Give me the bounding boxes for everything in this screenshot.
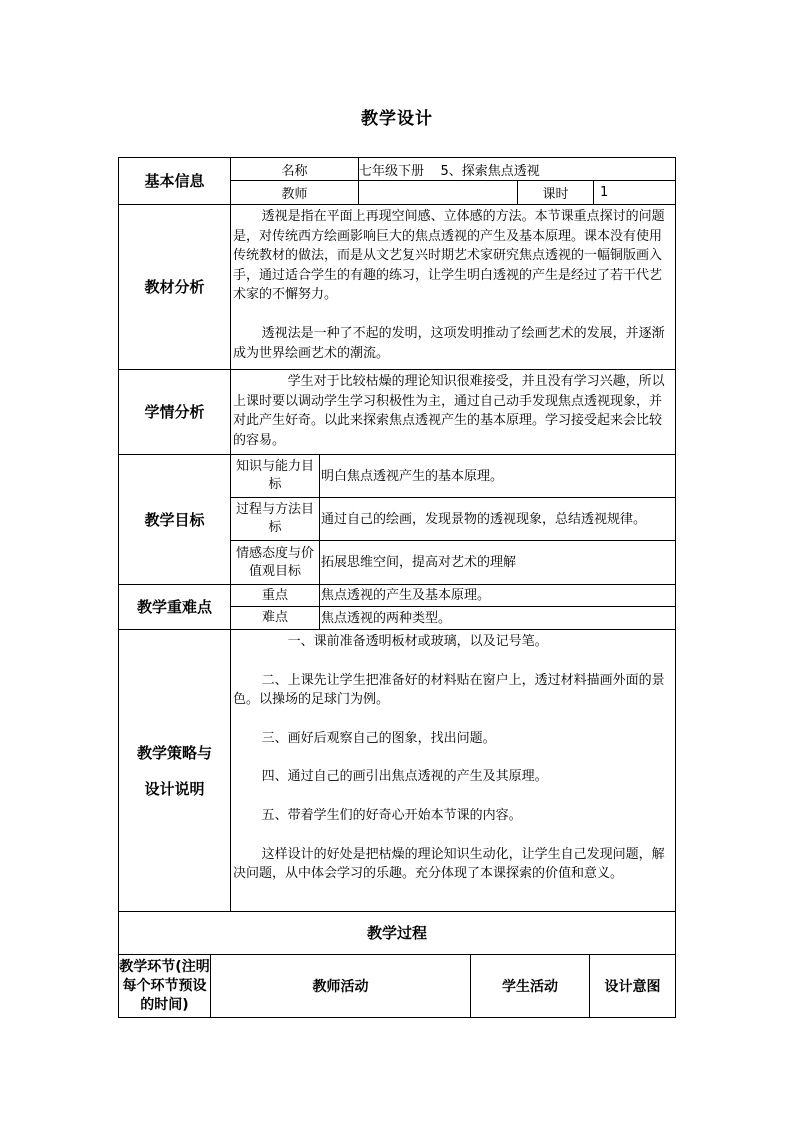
process-heading-row xyxy=(119,911,675,954)
basic-info-row xyxy=(119,158,675,204)
strategy-paragraph-1: 一、课前准备透明板材或玻璃，以及记号笔。 xyxy=(287,634,548,649)
teacher-value xyxy=(359,181,518,204)
process-col-intent: 设计意图 xyxy=(604,979,661,995)
process-col-teacher: 教师活动 xyxy=(211,955,471,1017)
process-col-student: 学生活动 xyxy=(471,955,590,1017)
teaching-goals-heading: 教学目标 xyxy=(119,455,231,584)
strategy-row xyxy=(119,629,675,911)
strategy-heading xyxy=(119,630,231,911)
name-value: 七年级下册 5、探索焦点透视 xyxy=(359,163,540,179)
key-points-heading: 教学重难点 xyxy=(119,585,231,629)
material-paragraph-1: 透视是指在平面上再现空间感、立体感的方法。本节课重点探讨的问题是，对传统西方绘画影响巨大的焦点透视的产生及基本原理。课本没有使用传统教材的做法，而是从文艺复兴时期艺术家研究焦点透视的一幅铜版画入手，通过适合学生的有趣的练习，让学生明白透视的产生是经过了若干代艺术家的不懈努力。 xyxy=(233,209,665,303)
hours-value: 1 xyxy=(600,185,609,200)
goal-label: 知识与能力目标 xyxy=(231,455,320,497)
strategy-paragraph-4: 四、通过自己的画引出焦点透视的产生及其原理。 xyxy=(261,769,548,785)
goal-row-process xyxy=(231,497,675,540)
learner-paragraph: 学生对于比较枯燥的理论知识很难接受，并且没有学习兴趣，所以上课时要以调动学生学习积极性为主，通过自己动手发现焦点透视现象，并对此产生好奇。以此来探索焦点透视产生的基本原理。学习接受起来会比较的容易。 xyxy=(233,374,665,448)
strategy-paragraph-3: 三、画好后观察自己的图象，找出问题。 xyxy=(261,730,496,746)
material-analysis-row xyxy=(119,204,675,369)
strategy-heading-line-2: 设计说明 xyxy=(144,779,205,798)
goal-label: 情感态度与价值观目标 xyxy=(231,541,320,584)
page-title: 教学设计 xyxy=(361,109,433,129)
process-col-stage: 教学环节(注明每个环节预设的时间) xyxy=(119,955,211,1017)
process-columns-row xyxy=(119,954,675,1017)
goal-value: 明白焦点透视产生的基本原理。 xyxy=(321,468,504,484)
strategy-paragraph-2: 二、上课先让学生把准备好的材料贴在窗户上，透过材料描画外面的景色。以操场的足球门为例。 xyxy=(233,672,665,708)
goal-row-knowledge xyxy=(231,455,675,497)
focus-value: 焦点透视的产生及基本原理。 xyxy=(321,588,491,603)
goal-value: 通过自己的绘画，发现景物的透视现象，总结透视规律。 xyxy=(321,511,647,527)
teacher-label: 教师 xyxy=(231,181,359,204)
goal-label: 过程与方法目标 xyxy=(231,498,320,540)
focus-label: 重点 xyxy=(231,585,320,606)
goal-row-attitude xyxy=(231,540,675,584)
learner-analysis-heading: 学情分析 xyxy=(119,370,231,454)
hours-label: 课时 xyxy=(518,181,594,204)
goal-value: 拓展思维空间，提高对艺术的理解 xyxy=(321,555,517,570)
difficulty-label: 难点 xyxy=(231,607,320,629)
basic-info-heading: 基本信息 xyxy=(119,158,231,204)
process-heading: 教学过程 xyxy=(366,924,427,942)
key-points-row xyxy=(119,584,675,629)
material-paragraph-2: 透视法是一种了不起的发明，这项发明推动了绘画艺术的发展，并逐渐成为世界绘画艺术的潮流。 xyxy=(233,325,665,361)
difficulty-value: 焦点透视的两种类型。 xyxy=(321,610,452,626)
name-label: 名称 xyxy=(231,158,359,180)
strategy-paragraph-6: 这样设计的好处是把枯燥的理论知识生动化，让学生自己发现问题，解决问题，从中体会学习的乐趣。充分体现了本课探索的价值和意义。 xyxy=(233,846,665,882)
teaching-goals-row xyxy=(119,454,675,584)
strategy-paragraph-5: 五、带着学生们的好奇心开始本节课的内容。 xyxy=(261,807,522,823)
lesson-plan-table xyxy=(118,157,676,1018)
material-analysis-heading: 教材分析 xyxy=(119,205,231,369)
strategy-heading-line-1: 教学策略与 xyxy=(136,743,212,762)
learner-analysis-row xyxy=(119,369,675,454)
